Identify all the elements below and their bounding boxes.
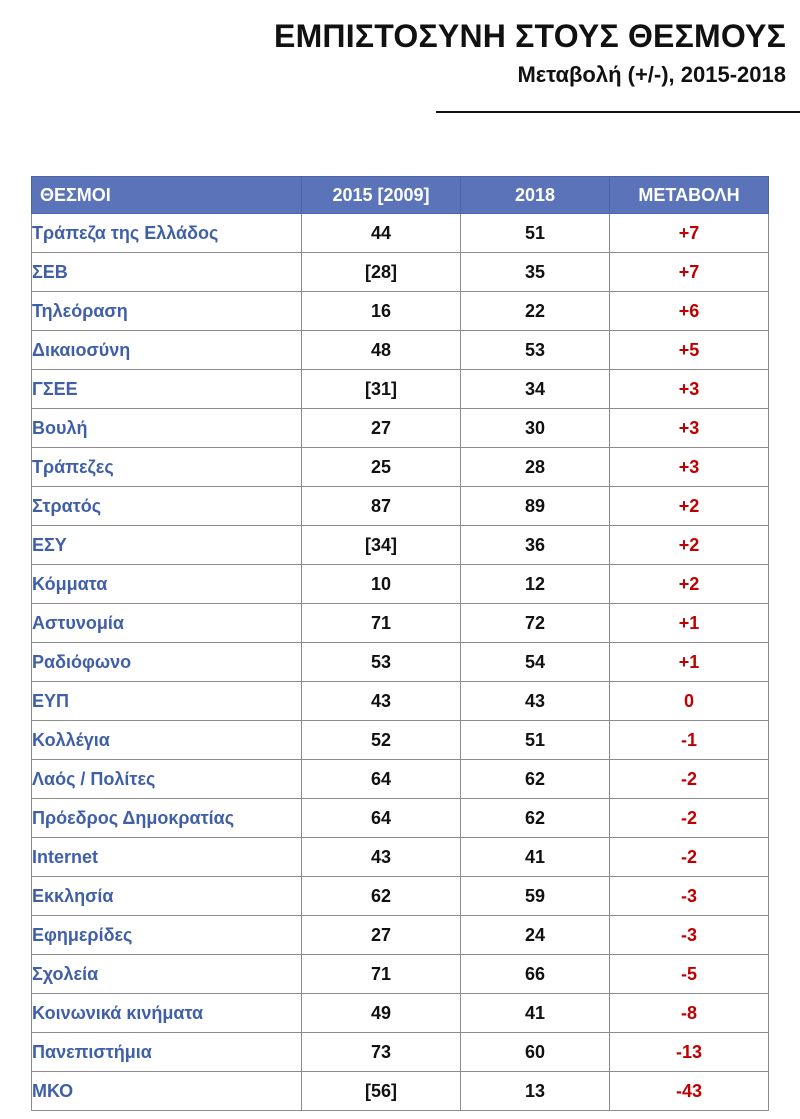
institution-cell: Βουλή xyxy=(32,409,302,448)
table-row xyxy=(32,331,769,370)
table-row xyxy=(32,760,769,799)
value-2018-cell: 35 xyxy=(461,253,610,292)
value-2015-cell: 49 xyxy=(302,994,461,1033)
change-cell: -2 xyxy=(610,799,769,838)
table-row xyxy=(32,955,769,994)
value-2015-cell: 52 xyxy=(302,721,461,760)
table-row xyxy=(32,994,769,1033)
institution-cell: Αστυνομία xyxy=(32,604,302,643)
value-2018-cell: 51 xyxy=(461,214,610,253)
change-cell: +5 xyxy=(610,331,769,370)
column-header-2015: 2015 [2009] xyxy=(302,177,461,214)
value-2015-cell: 87 xyxy=(302,487,461,526)
institution-cell: ΜΚΟ xyxy=(32,1072,302,1111)
value-2018-cell: 62 xyxy=(461,799,610,838)
value-2015-cell: 16 xyxy=(302,292,461,331)
table-row xyxy=(32,409,769,448)
change-cell: +6 xyxy=(610,292,769,331)
table-row xyxy=(32,292,769,331)
change-cell: 0 xyxy=(610,682,769,721)
institution-cell: Σχολεία xyxy=(32,955,302,994)
table-row xyxy=(32,916,769,955)
institution-cell: Τηλεόραση xyxy=(32,292,302,331)
value-2018-cell: 22 xyxy=(461,292,610,331)
value-2015-cell: 62 xyxy=(302,877,461,916)
table-row xyxy=(32,838,769,877)
change-cell: -2 xyxy=(610,838,769,877)
change-cell: +1 xyxy=(610,604,769,643)
institution-cell: ΕΣΥ xyxy=(32,526,302,565)
value-2018-cell: 13 xyxy=(461,1072,610,1111)
value-2018-cell: 54 xyxy=(461,643,610,682)
change-cell: +2 xyxy=(610,487,769,526)
table-row xyxy=(32,721,769,760)
value-2018-cell: 41 xyxy=(461,994,610,1033)
value-2018-cell: 41 xyxy=(461,838,610,877)
value-2015-cell: [28] xyxy=(302,253,461,292)
value-2015-cell: 43 xyxy=(302,682,461,721)
institution-cell: Κόμματα xyxy=(32,565,302,604)
column-header-change: ΜΕΤΑΒΟΛΗ xyxy=(610,177,769,214)
value-2015-cell: 71 xyxy=(302,604,461,643)
table-row xyxy=(32,253,769,292)
institution-cell: Δικαιοσύνη xyxy=(32,331,302,370)
table-row xyxy=(32,877,769,916)
change-cell: -2 xyxy=(610,760,769,799)
institution-cell: Κολλέγια xyxy=(32,721,302,760)
change-cell: +3 xyxy=(610,370,769,409)
table-row xyxy=(32,1033,769,1072)
value-2018-cell: 89 xyxy=(461,487,610,526)
value-2015-cell: 27 xyxy=(302,916,461,955)
value-2018-cell: 59 xyxy=(461,877,610,916)
header xyxy=(274,16,786,90)
institution-cell: Internet xyxy=(32,838,302,877)
change-cell: +7 xyxy=(610,253,769,292)
page-subtitle: Μεταβολή (+/-), 2015-2018 xyxy=(517,62,786,87)
institution-cell: Τράπεζα της Ελλάδος xyxy=(32,214,302,253)
value-2018-cell: 66 xyxy=(461,955,610,994)
table-row xyxy=(32,448,769,487)
institution-cell: Τράπεζες xyxy=(32,448,302,487)
institution-cell: ΕΥΠ xyxy=(32,682,302,721)
institution-cell: Πανεπιστήμια xyxy=(32,1033,302,1072)
value-2015-cell: 53 xyxy=(302,643,461,682)
table-row xyxy=(32,565,769,604)
value-2018-cell: 43 xyxy=(461,682,610,721)
table-row xyxy=(32,214,769,253)
column-header-2018: 2018 xyxy=(461,177,610,214)
change-cell: -13 xyxy=(610,1033,769,1072)
title-divider xyxy=(436,111,800,113)
change-cell: +3 xyxy=(610,409,769,448)
value-2018-cell: 28 xyxy=(461,448,610,487)
change-cell: +7 xyxy=(610,214,769,253)
table-row xyxy=(32,604,769,643)
table-row xyxy=(32,370,769,409)
change-cell: -5 xyxy=(610,955,769,994)
value-2015-cell: 71 xyxy=(302,955,461,994)
value-2015-cell: [34] xyxy=(302,526,461,565)
change-cell: +2 xyxy=(610,565,769,604)
institution-cell: Κοινωνικά κινήματα xyxy=(32,994,302,1033)
page-title: ΕΜΠΙΣΤΟΣΥΝΗ ΣΤΟΥΣ ΘΕΣΜΟΥΣ xyxy=(274,18,786,54)
table-row xyxy=(32,799,769,838)
column-header-institutions: ΘΕΣΜΟΙ xyxy=(32,177,302,214)
change-cell: -43 xyxy=(610,1072,769,1111)
change-cell: -1 xyxy=(610,721,769,760)
value-2015-cell: 48 xyxy=(302,331,461,370)
value-2018-cell: 34 xyxy=(461,370,610,409)
value-2015-cell: 73 xyxy=(302,1033,461,1072)
institution-cell: Λαός / Πολίτες xyxy=(32,760,302,799)
trust-table xyxy=(31,176,769,1111)
table-row xyxy=(32,487,769,526)
value-2018-cell: 53 xyxy=(461,331,610,370)
value-2018-cell: 60 xyxy=(461,1033,610,1072)
value-2018-cell: 72 xyxy=(461,604,610,643)
institution-cell: ΣΕΒ xyxy=(32,253,302,292)
institution-cell: Στρατός xyxy=(32,487,302,526)
value-2015-cell: 25 xyxy=(302,448,461,487)
value-2015-cell: 64 xyxy=(302,760,461,799)
change-cell: +1 xyxy=(610,643,769,682)
change-cell: -8 xyxy=(610,994,769,1033)
value-2015-cell: 27 xyxy=(302,409,461,448)
table-row xyxy=(32,682,769,721)
value-2018-cell: 62 xyxy=(461,760,610,799)
value-2015-cell: 43 xyxy=(302,838,461,877)
change-cell: +3 xyxy=(610,448,769,487)
value-2015-cell: 10 xyxy=(302,565,461,604)
table-header-row xyxy=(32,177,769,214)
value-2015-cell: [56] xyxy=(302,1072,461,1111)
value-2018-cell: 51 xyxy=(461,721,610,760)
institution-cell: ΓΣΕΕ xyxy=(32,370,302,409)
table-row xyxy=(32,643,769,682)
value-2015-cell: 44 xyxy=(302,214,461,253)
institution-cell: Εκκλησία xyxy=(32,877,302,916)
value-2018-cell: 36 xyxy=(461,526,610,565)
value-2015-cell: 64 xyxy=(302,799,461,838)
institution-cell: Πρόεδρος Δημοκρατίας xyxy=(32,799,302,838)
change-cell: +2 xyxy=(610,526,769,565)
institution-cell: Εφημερίδες xyxy=(32,916,302,955)
institution-cell: Ραδιόφωνο xyxy=(32,643,302,682)
change-cell: -3 xyxy=(610,877,769,916)
value-2015-cell: [31] xyxy=(302,370,461,409)
change-cell: -3 xyxy=(610,916,769,955)
table-row xyxy=(32,1072,769,1111)
value-2018-cell: 12 xyxy=(461,565,610,604)
value-2018-cell: 24 xyxy=(461,916,610,955)
table-row xyxy=(32,526,769,565)
value-2018-cell: 30 xyxy=(461,409,610,448)
